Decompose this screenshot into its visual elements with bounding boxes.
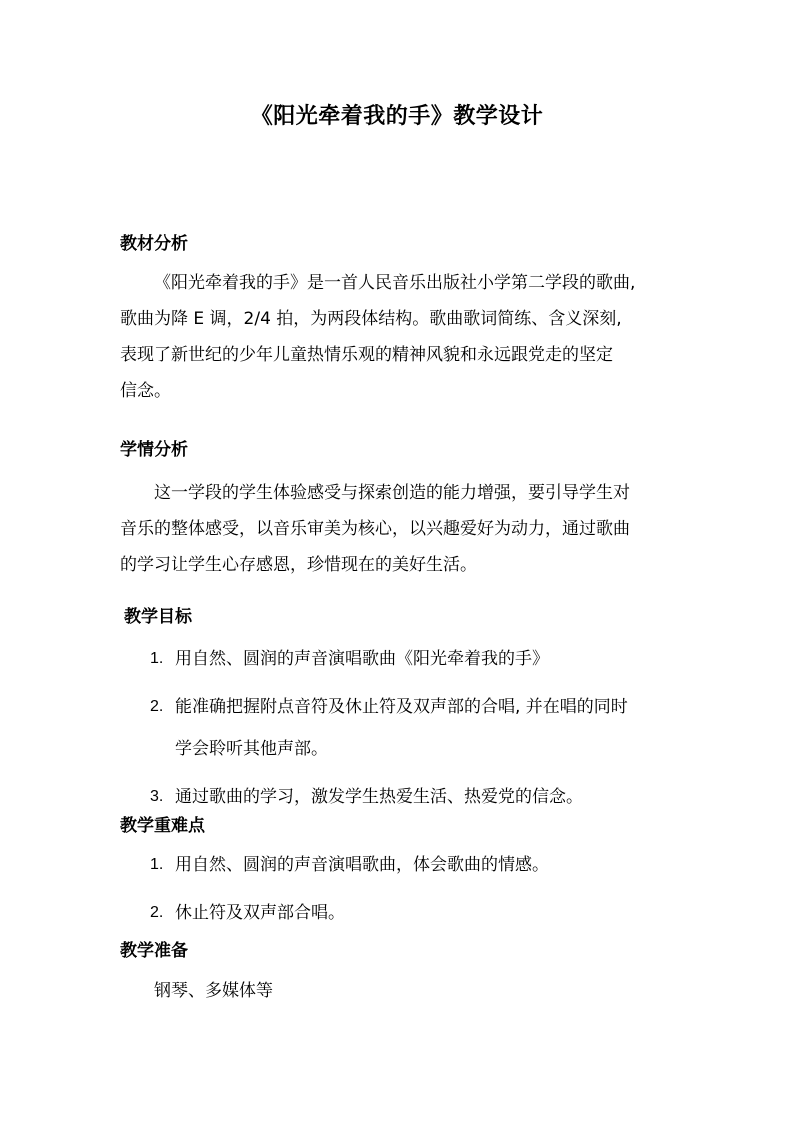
heading-key-points: 教学重难点: [120, 816, 205, 836]
list-key-points: [120, 847, 680, 943]
list-line: 休止符及双声部合唱。: [175, 903, 345, 923]
list-teaching-goals: [120, 641, 680, 827]
paragraph-preparation: [120, 973, 680, 1009]
paragraph-line: 歌曲为降 E 调，2/4 拍，为两段体结构。歌曲歌词简练、含义深刻,: [120, 309, 622, 329]
list-line: 用自然、圆润的声音演唱歌曲，体会歌曲的情感。: [175, 855, 549, 875]
list-item: [120, 895, 680, 931]
paragraph-line: 信念。: [120, 381, 171, 401]
list-number: 3.: [150, 788, 164, 805]
list-item: [120, 847, 680, 883]
document-title: 《阳光牵着我的手》教学设计: [250, 104, 544, 129]
heading-material-analysis: 教材分析: [120, 234, 188, 254]
paragraph-line: 音乐的整体感受，以音乐审美为核心，以兴趣爱好为动力，通过歌曲: [120, 519, 630, 539]
paragraph-line: 《阳光牵着我的手》是一首人民音乐出版社小学第二学段的歌曲,: [154, 273, 636, 293]
paragraph-line: 表现了新世纪的少年儿童热情乐观的精神风貌和永远跟党走的坚定: [120, 345, 613, 365]
paragraph-line: 钢琴、多媒体等: [154, 981, 273, 1001]
list-item: [120, 779, 680, 815]
list-number: 2.: [150, 904, 164, 921]
list-line: 学会聆听其他声部。: [175, 739, 328, 759]
heading-student-analysis: 学情分析: [120, 440, 188, 460]
list-item: [120, 641, 680, 677]
list-line: 通过歌曲的学习，激发学生热爱生活、热爱党的信念。: [175, 787, 583, 807]
paragraph-material-analysis: [120, 265, 680, 409]
paragraph-line: 的学习让学生心存感恩，珍惜现在的美好生活。: [120, 555, 477, 575]
list-number: 1.: [150, 856, 164, 873]
paragraph-student-analysis: [120, 475, 680, 583]
list-line: 用自然、圆润的声音演唱歌曲《阳光牵着我的手》: [175, 649, 549, 669]
list-number: 1.: [150, 650, 164, 667]
list-number: 2.: [150, 698, 164, 715]
list-item: [120, 689, 680, 767]
list-line: 能准确把握附点音符及休止符及双声部的合唱, 并在唱的同时: [175, 697, 628, 717]
heading-teaching-goals: 教学目标: [124, 607, 192, 627]
heading-preparation: 教学准备: [120, 941, 188, 961]
paragraph-line: 这一学段的学生体验感受与探索创造的能力增强，要引导学生对: [154, 483, 630, 503]
